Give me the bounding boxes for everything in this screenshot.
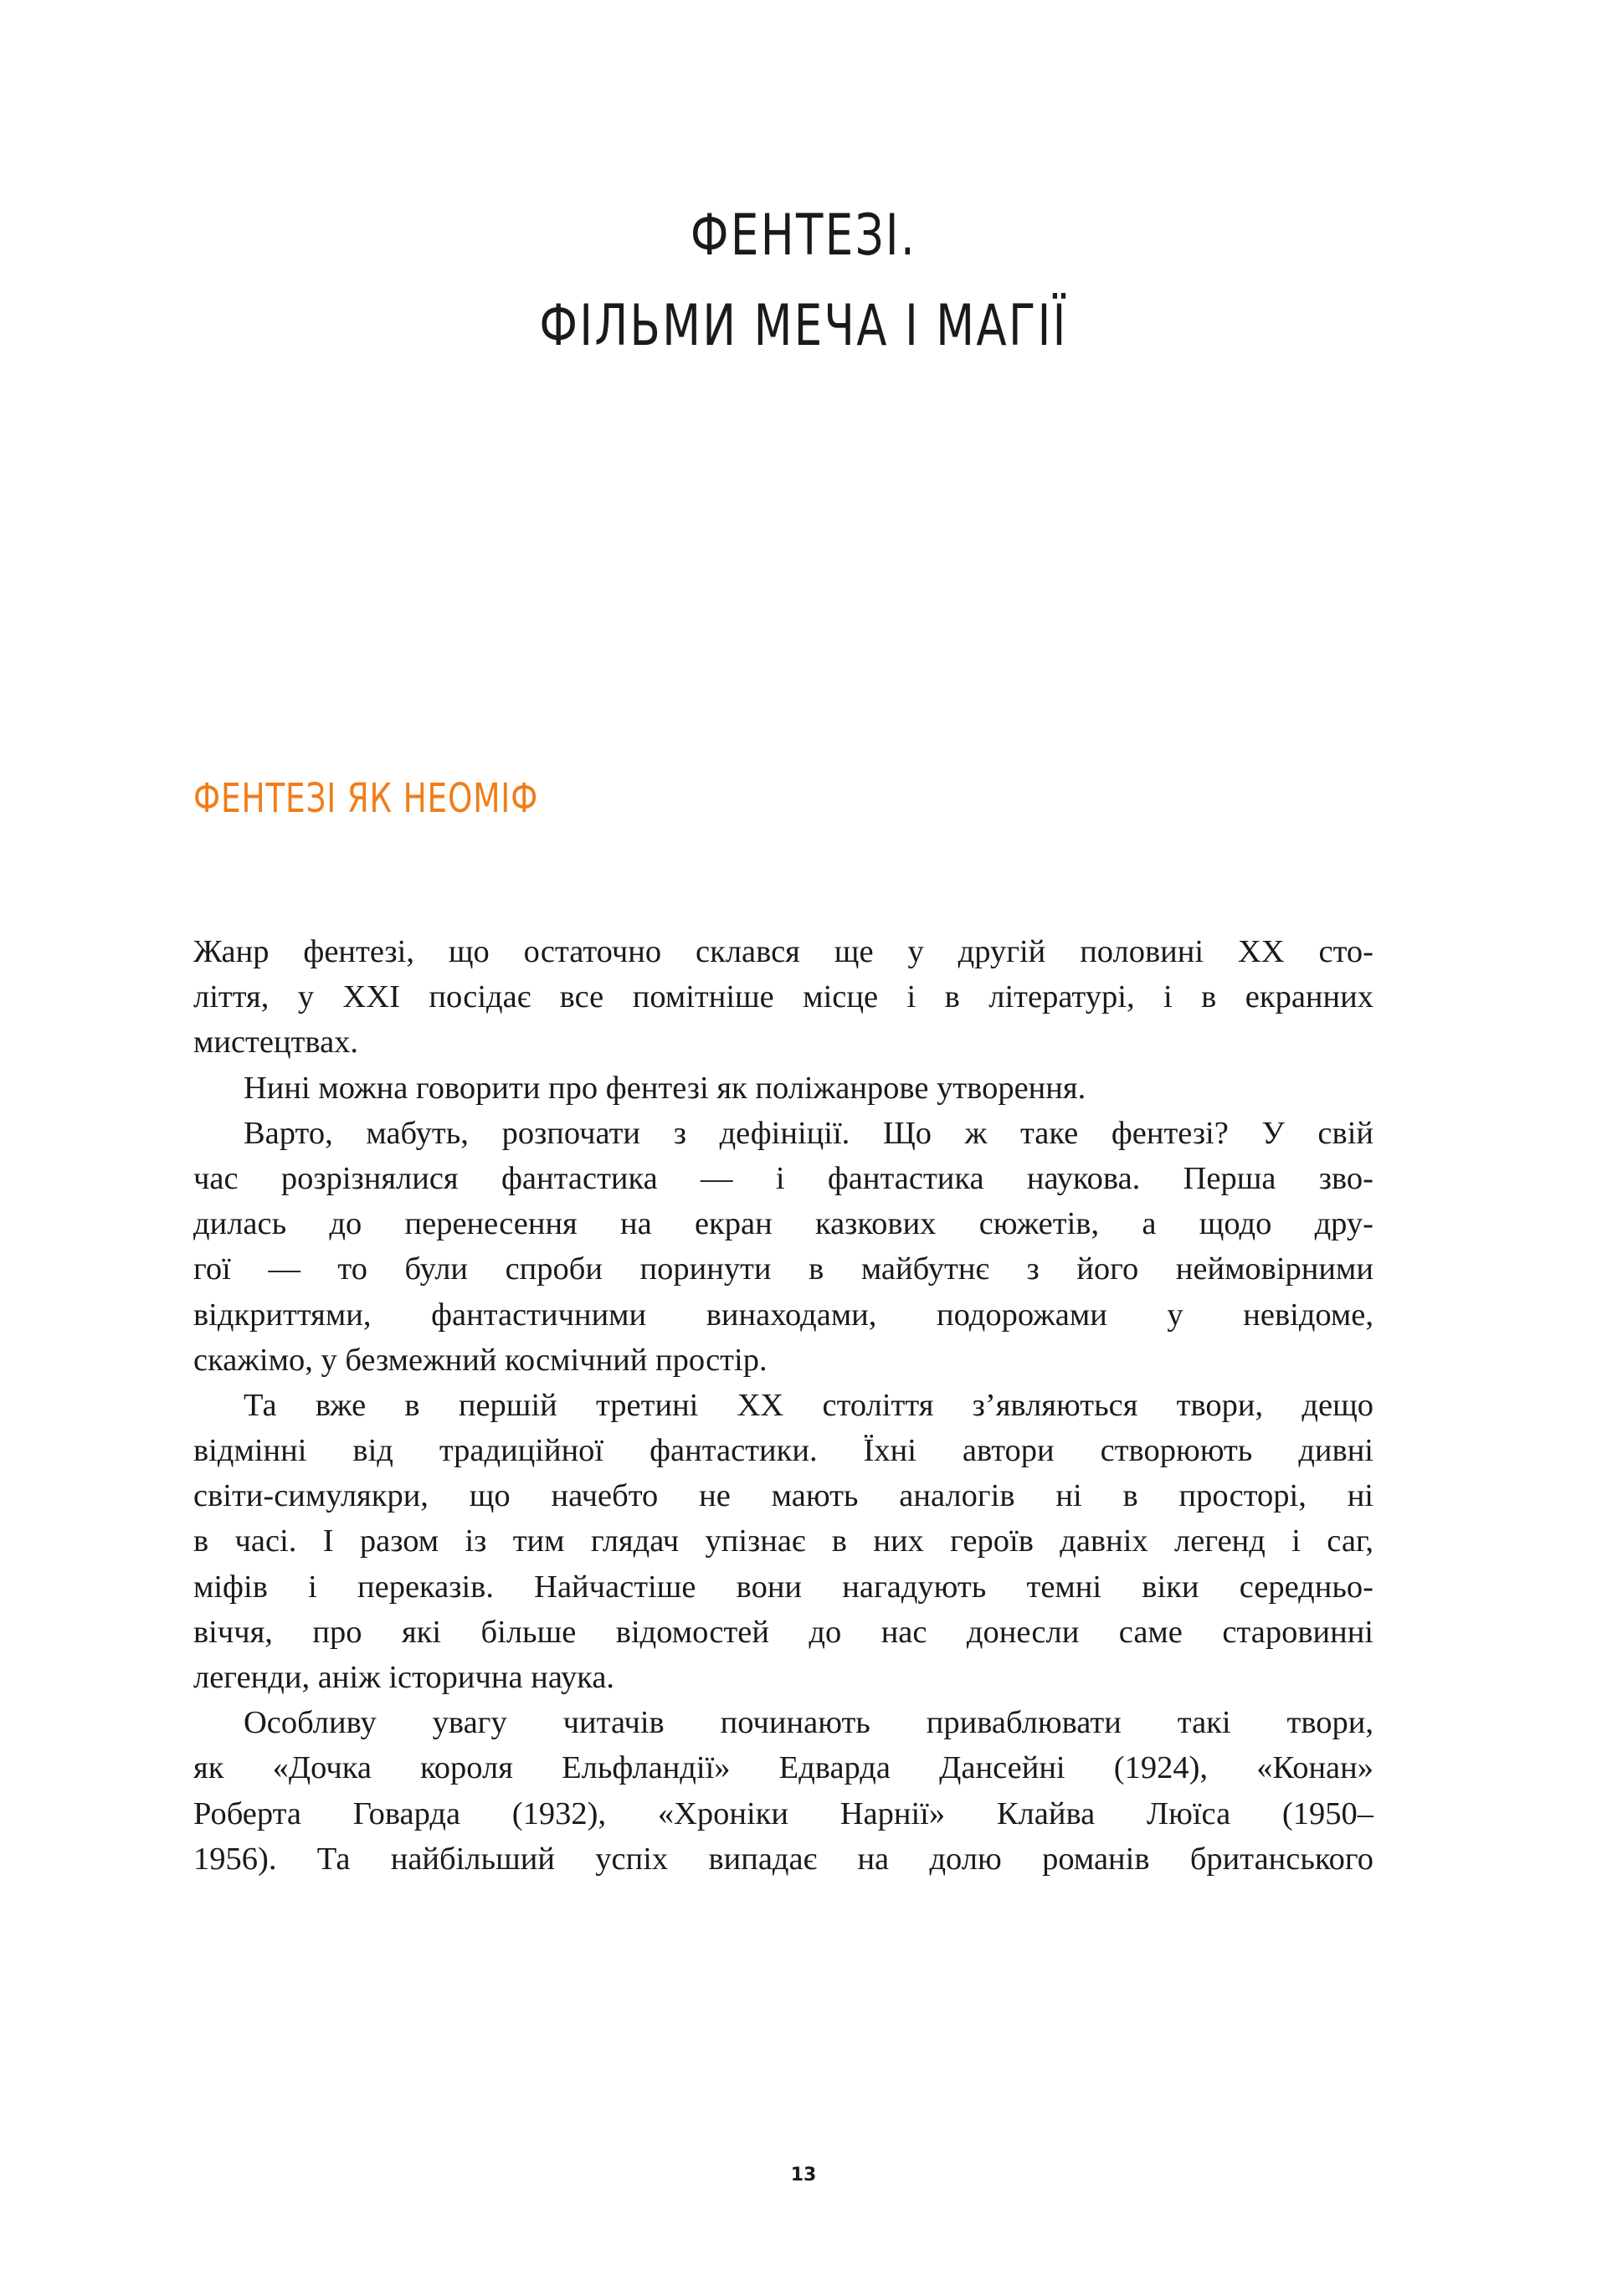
text-line: в часі. І разом із тим глядач упізнає в них героїв давніх легенд і саг, [193, 1523, 1373, 1559]
text-line: Жанр фентезі, що остаточно склався ще у другій половині ХХ сто- [193, 934, 1373, 969]
text-line: Та вже в першій третині ХХ століття з’являються твори, дещо [244, 1387, 1373, 1423]
text-line: дилась до перенесення на екран казкових сюжетів, а щодо дру- [193, 1206, 1373, 1242]
chapter-title-line-2: ФІЛЬМИ МЕЧА І МАГІЇ [539, 293, 1068, 359]
text-line: 1956). Та найбільший успіх випадає на долю романів британського [193, 1841, 1373, 1877]
text-line: Особливу увагу читачів починають приваблювати такі твори, [244, 1705, 1373, 1741]
text-line: час розрізнялися фантастика — і фантастика наукова. Перша зво- [193, 1160, 1373, 1196]
text-line: світи-симулякри, що начебто не мають аналогів ні в просторі, ні [193, 1478, 1373, 1514]
body-text [193, 929, 1373, 1882]
section-heading: ФЕНТЕЗІ ЯК НЕОМІФ [193, 775, 539, 822]
text-line: ліття, у ХХІ посідає все помітніше місце і в літературі, і в екранних [193, 979, 1373, 1015]
text-line: Роберта Говарда (1932), «Хроніки Нарнії» Клайва Люїса (1950– [193, 1795, 1373, 1831]
text-line: віччя, про які більше відомостей до нас донесли саме старовинні [193, 1614, 1373, 1650]
paragraph [193, 1383, 1373, 1700]
text-line: скажімо, у безмежний космічний простір. [193, 1342, 768, 1378]
chapter-title-line-1: ФЕНТЕЗІ. [690, 203, 917, 269]
chapter-title [177, 191, 1430, 372]
text-line: як «Дочка короля Ельфландії» Едварда Дансейні (1924), «Конан» [193, 1750, 1373, 1786]
paragraph [193, 1066, 1373, 1111]
text-line: міфів і переказів. Найчастіше вони нагадують темні віки середньо- [193, 1569, 1373, 1605]
text-line: Варто, мабуть, розпочати з дефініції. Що ж таке фентезі? У свій [244, 1115, 1373, 1151]
text-line: гої — то були спроби поринути в майбутнє з його неймовірними [193, 1251, 1373, 1287]
text-line: мистецтвах. [193, 1025, 359, 1061]
paragraph [193, 1111, 1373, 1383]
text-line: легенди, аніж історична наука. [193, 1660, 615, 1695]
paragraph [193, 929, 1373, 1066]
text-line: відкриттями, фантастичними винаходами, подорожами у невідоме, [193, 1297, 1373, 1333]
text-line: Нині можна говорити про фентезі як поліжанрове утворення. [244, 1070, 1086, 1106]
page-number: 13 [790, 2165, 817, 2186]
text-line: відмінні від традиційної фантастики. Їхні автори створюють дивні [193, 1433, 1373, 1469]
paragraph [193, 1700, 1373, 1882]
